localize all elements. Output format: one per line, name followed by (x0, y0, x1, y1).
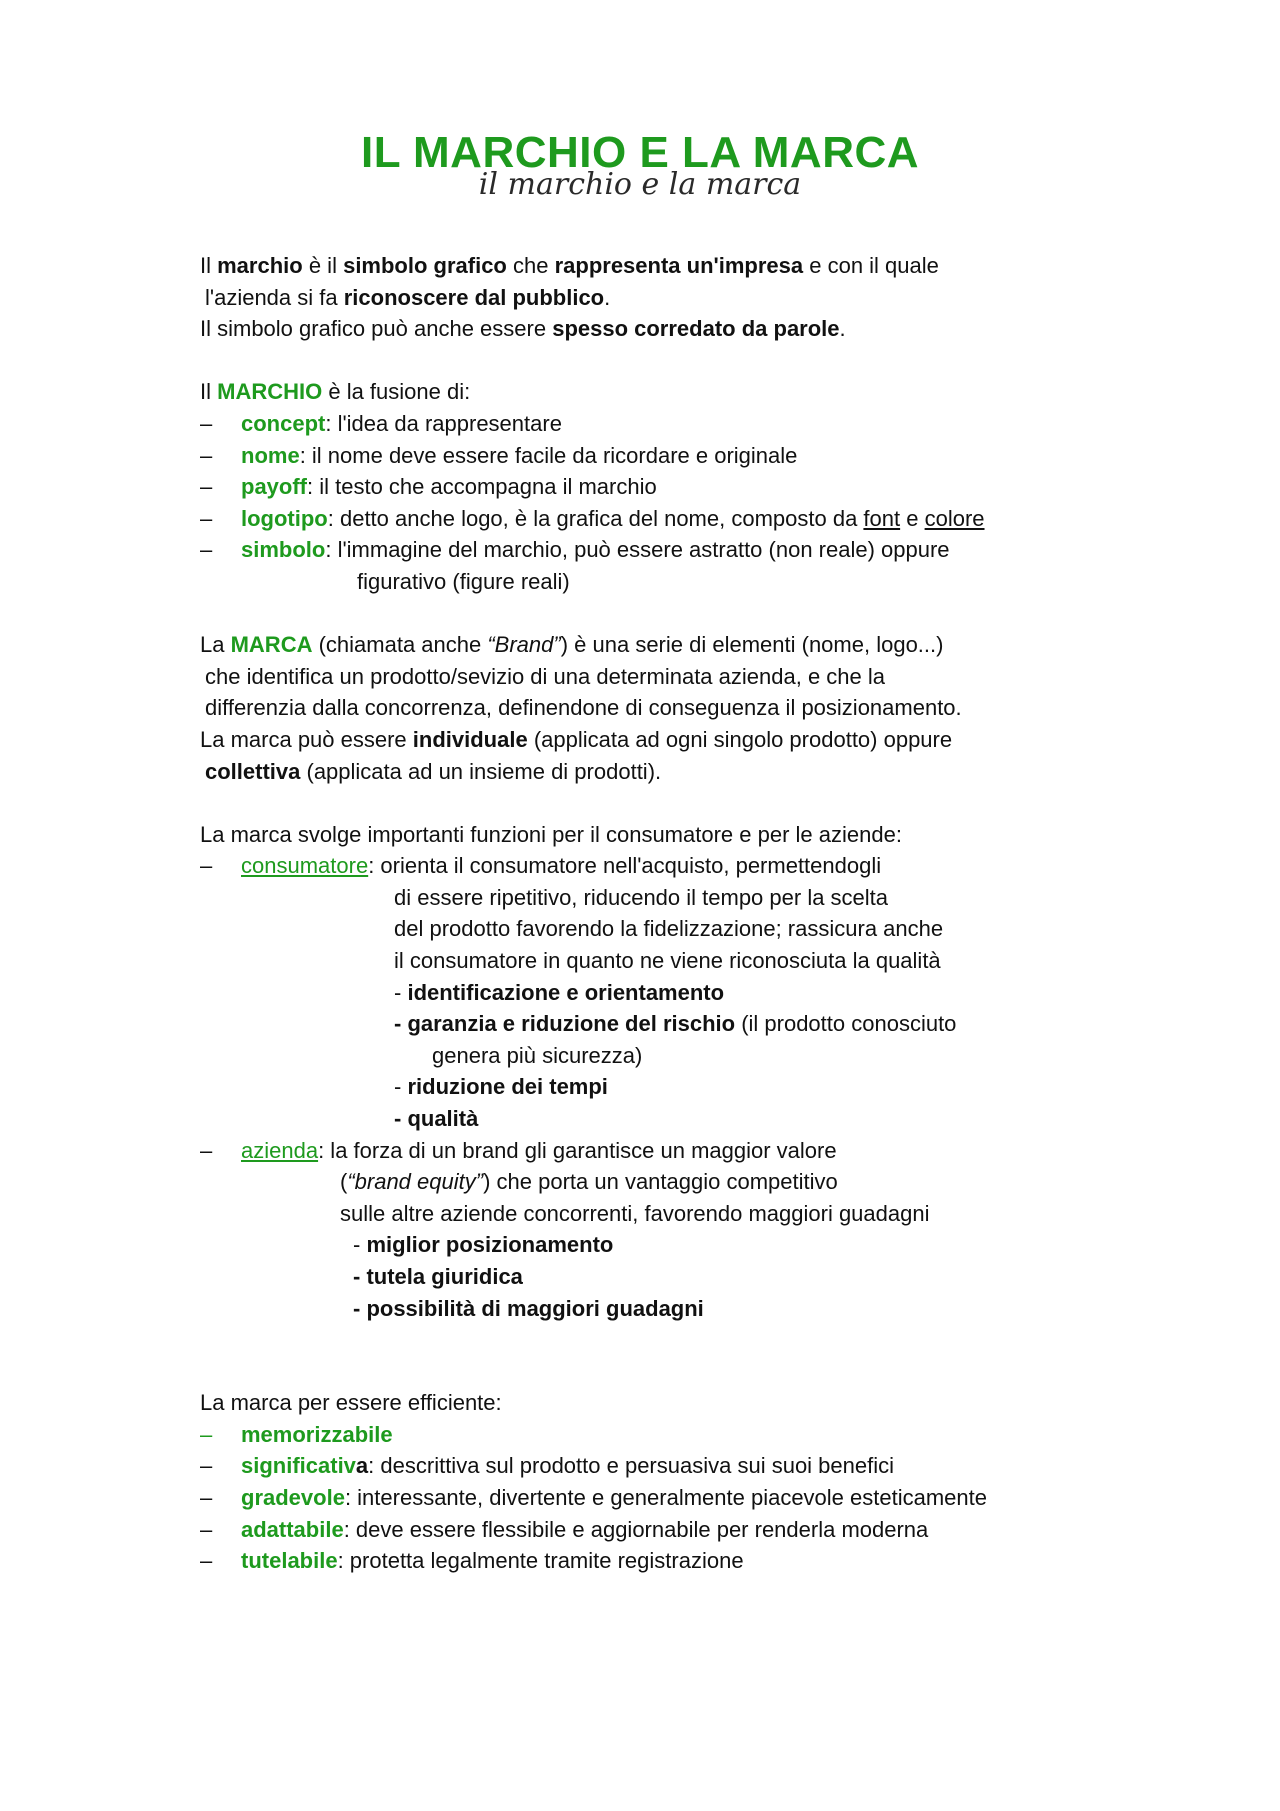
list-item-continuation (200, 1166, 1200, 1198)
spacer (200, 345, 1200, 377)
sub-point (200, 977, 1200, 1009)
intro-line-3 (200, 313, 1200, 345)
text: è il (302, 253, 344, 278)
intro-line-2 (200, 282, 1200, 314)
list-item-continuation: di essere ripetitivo, riducendo il tempo per la scelta (394, 884, 889, 910)
text: che (506, 253, 555, 278)
text: ) è una serie di elementi (nome, logo...) (560, 632, 944, 658)
page-subtitle: il marchio e la marca (478, 167, 802, 202)
list-item (200, 503, 1200, 535)
term: azienda (241, 1137, 319, 1163)
definition: : orienta il consumatore nell'acquisto, permettendogli (368, 853, 882, 879)
term: logotipo (241, 505, 328, 531)
term: nome (241, 442, 300, 468)
spacer (200, 1324, 1200, 1387)
list-item (200, 1135, 1200, 1167)
keyword: collettiva (205, 758, 301, 784)
underlined-term: font (863, 505, 901, 531)
funzioni-lead: La marca svolge importanti funzioni per il consumatore e per le aziende: (200, 821, 902, 847)
text: l'azienda si fa (205, 284, 344, 310)
definition: : il testo che accompagna il marchio (307, 474, 657, 500)
marca-line-3: differenzia dalla concorrenza, definendone di conseguenza il posizionamento. (205, 695, 962, 721)
keyword: marchio (217, 253, 303, 278)
definition: : l'immagine del marchio, può essere astratto (non reale) oppure (325, 537, 950, 563)
text: e (900, 505, 925, 531)
sub-point-continuation: genera più sicurezza) (432, 1042, 643, 1068)
dash-bullet: – (200, 505, 213, 531)
text: Il (200, 253, 218, 278)
marca-line-1 (200, 629, 1200, 661)
definition: : il nome deve essere facile da ricordare e originale (299, 442, 798, 468)
italic-term: “brand equity” (347, 1169, 484, 1195)
keyword: MARCA (230, 632, 313, 658)
term: significativ (241, 1453, 356, 1479)
definition: : l'idea da rappresentare (325, 410, 562, 436)
keyword: rappresenta un'impresa (554, 253, 804, 278)
page-title: IL MARCHIO E LA MARCA (360, 128, 920, 177)
definition: : detto anche logo, è la grafica del nome, composto da (327, 505, 864, 531)
dash-bullet: – (200, 1548, 213, 1574)
keyword: individuale (412, 726, 528, 752)
underlined-term: colore (924, 505, 985, 531)
intro-line-1 (200, 250, 1200, 282)
sub-point: - possibilità di maggiori guadagni (353, 1295, 704, 1321)
keyword: simbolo grafico (343, 253, 507, 278)
document-body (200, 250, 1200, 1577)
text: (il prodotto conosciuto (735, 1011, 957, 1037)
list-item (200, 471, 1200, 503)
term: payoff (241, 474, 307, 500)
term: a (355, 1453, 369, 1479)
spacer (200, 598, 1200, 630)
text: . (839, 316, 846, 342)
italic-term: “Brand” (487, 632, 561, 658)
dash-bullet: – (200, 537, 213, 563)
list-item (200, 440, 1200, 472)
text: Il simbolo grafico può anche essere (200, 316, 553, 342)
text: (applicata ad ogni singolo prodotto) oppure (527, 726, 953, 752)
text: . (604, 284, 611, 310)
text: (chiamata anche (312, 632, 488, 658)
dash-bullet: – (200, 1516, 213, 1542)
text: Il (200, 379, 218, 405)
definition: : la forza di un brand gli garantisce un maggior valore (318, 1137, 837, 1163)
term: concept (241, 410, 326, 436)
text: ( (340, 1169, 348, 1195)
text: - (394, 979, 408, 1005)
keyword: - garanzia e riduzione del rischio (394, 1011, 736, 1037)
list-item (200, 1419, 1200, 1451)
marchio-lead (200, 376, 1200, 408)
sub-point: - tutela giuridica (353, 1264, 523, 1289)
list-item-continuation: del prodotto favorendo la fidelizzazione; rassicura anche (394, 916, 944, 942)
dash-bullet: – (200, 1453, 213, 1479)
keyword: miglior posizionamento (366, 1232, 614, 1258)
term: tutelabile (241, 1548, 338, 1574)
list-item (200, 534, 1200, 566)
list-item (200, 1545, 1200, 1577)
term: simbolo (241, 537, 326, 563)
dash-bullet: – (200, 442, 213, 468)
list-item (200, 850, 1200, 882)
dash-bullet: – (200, 1421, 213, 1447)
dash-bullet: – (200, 474, 213, 500)
text: ) che porta un vantaggio competitivo (483, 1169, 838, 1195)
keyword: riduzione dei tempi (407, 1074, 608, 1100)
keyword: riconoscere dal pubblico (343, 284, 605, 310)
text: è la fusione di: (322, 379, 471, 405)
marca-line-4 (200, 724, 1200, 756)
sub-point (200, 1071, 1200, 1103)
text: - (394, 1074, 408, 1100)
term: memorizzabile (241, 1421, 393, 1447)
text: (applicata ad un insieme di prodotti). (300, 758, 662, 784)
list-item (200, 1482, 1200, 1514)
list-item (200, 1450, 1200, 1482)
dash-bullet: – (200, 1484, 213, 1510)
spacer (200, 787, 1200, 819)
sub-point (200, 1229, 1200, 1261)
list-item (200, 408, 1200, 440)
sub-point: - qualità (394, 1106, 479, 1132)
term: adattabile (241, 1516, 344, 1542)
term: gradevole (241, 1484, 345, 1510)
definition: : deve essere flessibile e aggiornabile per renderla moderna (343, 1516, 929, 1542)
list-item-continuation: il consumatore in quanto ne viene riconosciuta la qualità (394, 948, 941, 974)
dash-bullet: – (200, 1137, 213, 1163)
definition: : interessante, divertente e generalmente piacevole esteticamente (344, 1484, 987, 1510)
keyword: spesso corredato da parole (552, 316, 840, 342)
keyword: identificazione e orientamento (407, 979, 725, 1005)
list-item-continuation: sulle altre aziende concorrenti, favorendo maggiori guadagni (340, 1200, 930, 1226)
dash-bullet: – (200, 853, 213, 879)
term: consumatore (241, 853, 369, 879)
keyword: MARCHIO (217, 379, 323, 405)
text: La marca può essere (200, 726, 413, 752)
list-item-continuation: figurativo (figure reali) (357, 568, 570, 594)
definition: : protetta legalmente tramite registrazione (337, 1548, 744, 1574)
sub-point (200, 1008, 1200, 1040)
text: La (200, 632, 231, 658)
marca-line-5 (200, 756, 1200, 788)
marca-line-2: che identifica un prodotto/sevizio di una determinata azienda, e che la (205, 663, 885, 689)
list-item (200, 1514, 1200, 1546)
text: - (353, 1232, 367, 1258)
definition: : descrittiva sul prodotto e persuasiva sui suoi benefici (368, 1453, 895, 1479)
text: e con il quale (803, 253, 939, 278)
dash-bullet: – (200, 410, 213, 436)
efficiente-lead: La marca per essere efficiente: (200, 1390, 502, 1416)
